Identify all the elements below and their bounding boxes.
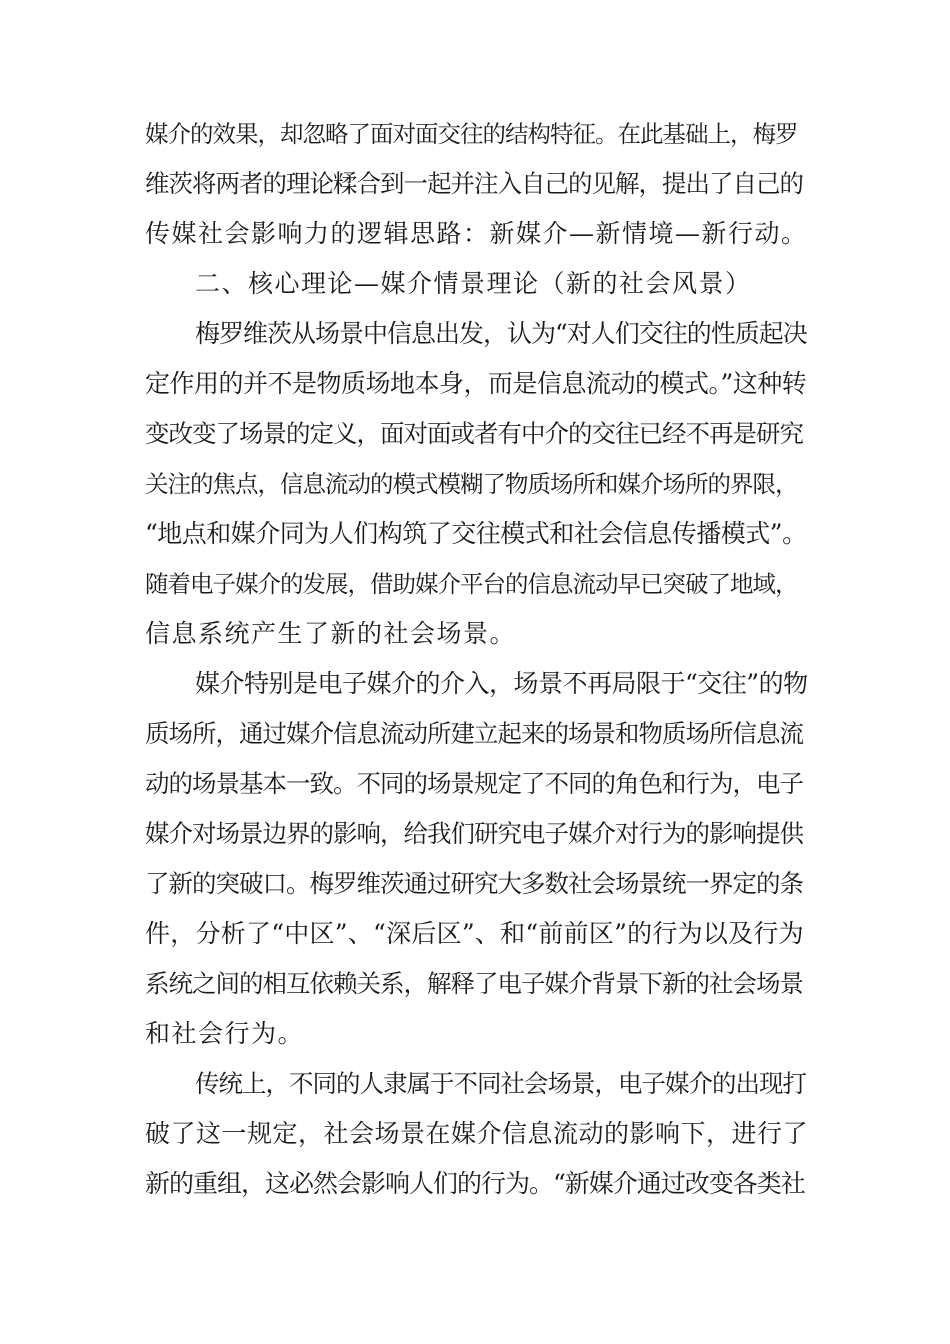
text-line: 和社会行为。 — [145, 1019, 305, 1048]
section-heading: 二、核心理论—媒介情景理论（新的社会风景） — [195, 269, 752, 298]
text-line: 定作用的并不是物质场地本身，而是信息流动的模式。”这种转 — [145, 369, 807, 398]
text-line: 变改变了场景的定义，面对面或者有中介的交往已经不再是研究 — [145, 419, 803, 448]
text-line: 关注的焦点，信息流动的模式模糊了物质场所和媒介场所的界限， — [145, 470, 798, 498]
text-line: 随着电子媒介的发展，借助媒介平台的信息流动早已突破了地域， — [145, 570, 798, 598]
text-line: 传统上，不同的人隶属于不同社会场景，电子媒介的出现打 — [195, 1069, 806, 1098]
text-line: 梅罗维茨从场景中信息出发，认为“对人们交往的性质起决 — [195, 319, 807, 348]
text-line: 破了这一规定，社会场景在媒介信息流动的影响下，进行了 — [145, 1119, 809, 1148]
text-line: 信息系统产生了新的社会场景。 — [145, 619, 517, 648]
text-line: 新的重组，这必然会影响人们的行为。“新媒介通过改变各类社 — [145, 1169, 805, 1198]
text-line: 媒介特别是电子媒介的介入，场景不再局限于“交往”的物 — [195, 669, 808, 698]
text-line: 动的场景基本一致。不同的场景规定了不同的角色和行为，电子 — [145, 769, 803, 798]
text-line: 系统之间的相互依赖关系，解释了电子媒介背景下新的社会场景 — [145, 969, 803, 998]
text-line: 件，分析了“中区”、“深后区”、和“前前区”的行为以及行为 — [145, 919, 804, 948]
text-line: 维茨将两者的理论糅合到一起并注入自己的见解，提出了自己的 — [145, 169, 803, 198]
text-line: 媒介对场景边界的影响，给我们研究电子媒介对行为的影响提供 — [145, 819, 803, 848]
text-line: 媒介的效果，却忽略了面对面交往的结构特征。在此基础上，梅罗 — [145, 120, 798, 148]
text-line: “地点和媒介同为人们构筑了交往模式和社会信息传播模式”。 — [145, 519, 807, 548]
text-line: 了新的突破口。梅罗维茨通过研究大多数社会场景统一界定的条 — [145, 869, 803, 898]
text-line: 传媒社会影响力的逻辑思路：新媒介—新情境—新行动。 — [145, 219, 808, 248]
text-line: 质场所，通过媒介信息流动所建立起来的场景和物质场所信息流 — [145, 719, 803, 748]
